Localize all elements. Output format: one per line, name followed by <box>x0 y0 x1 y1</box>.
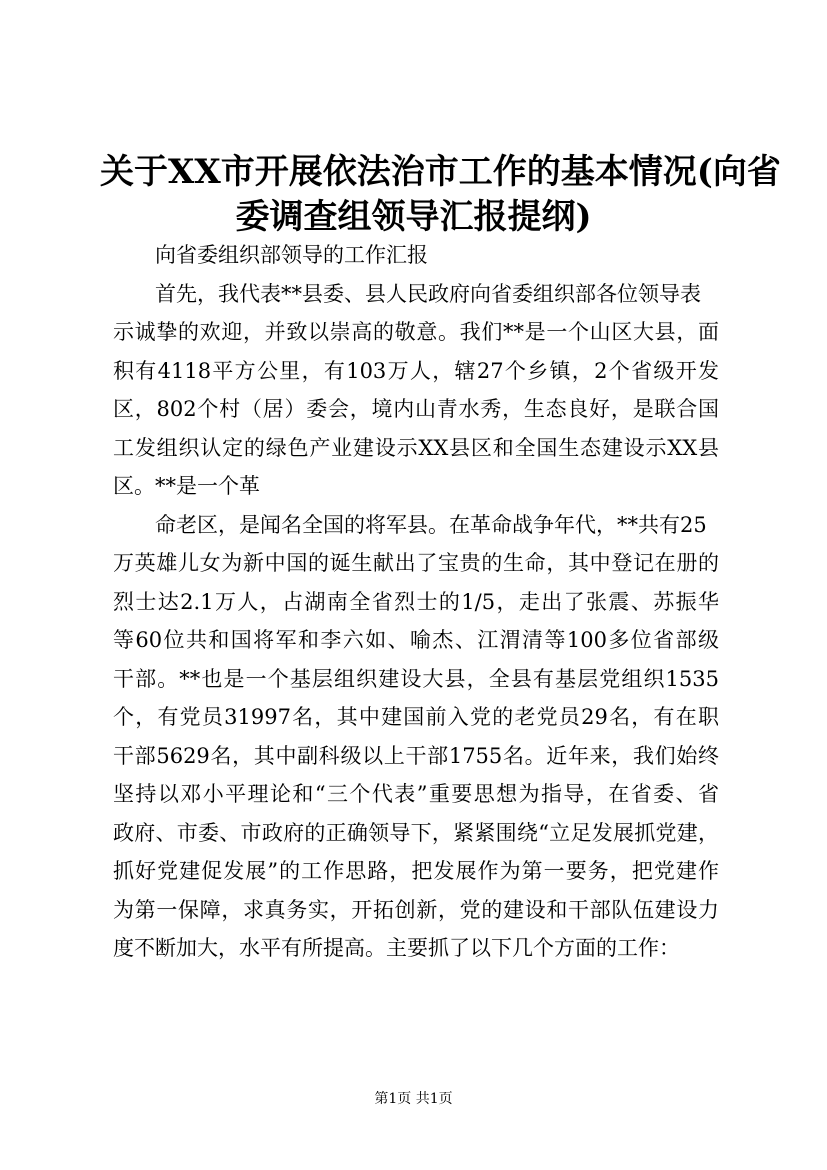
paragraph-1 <box>113 275 719 506</box>
text-line: 等60位共和国将军和李六如、喻杰、江渭清等100多位省部级 <box>113 628 719 652</box>
paragraph-2 <box>113 506 719 968</box>
text-line: 干部。**也是一个基层组织建设大县，全县有基层党组织1535 <box>113 666 719 691</box>
text-line: 干部5629名，其中副科级以上干部1755名。近年来，我们始终 <box>113 743 719 768</box>
document-title <box>100 150 781 240</box>
text-line: 个，有党员31997名，其中建国前入党的老党员29名，有在职 <box>113 705 719 729</box>
page-number-label: 第1页 共1页 <box>374 1091 453 1107</box>
text-line: 区。**是一个革 <box>113 474 260 498</box>
text-line: 积有4118平方公里，有103万人，辖27个乡镇，2个省级开发 <box>113 358 719 383</box>
text-line: 示诚挚的欢迎，并致以崇高的敬意。我们**是一个山区大县，面 <box>113 320 719 344</box>
text-line: 万英雄儿女为新中国的诞生献出了宝贵的生命，其中登记在册的 <box>113 551 719 575</box>
page-footer <box>0 1090 827 1108</box>
text-line: 首先，我代表**县委、县人民政府向省委组织部各位领导表 <box>155 281 701 306</box>
document-body <box>113 236 719 968</box>
text-line: 烈士达2.1万人，占湖南全省烈士的1/5，走出了张震、苏振华 <box>113 589 719 614</box>
text-line: 为第一保障，求真务实，开拓创新，党的建设和干部队伍建设力 <box>113 897 719 922</box>
title-line: 委调查组领导汇报提纲) <box>235 197 592 237</box>
text-line: 度不断加大，水平有所提高。主要抓了以下几个方面的工作： <box>113 936 680 960</box>
text-line: 政府、市委、市政府的正确领导下，紧紧围绕“立足发展抓党建， <box>113 820 719 845</box>
text-line: 工发组织认定的绿色产业建设示XX县区和全国生态建设示XX县 <box>113 435 719 460</box>
text-line: 坚持以邓小平理论和“三个代表”重要思想为指导，在省委、省 <box>113 782 719 806</box>
text-line: 区，802个村（居）委会，境内山青水秀，生态良好，是联合国 <box>113 397 719 421</box>
text-line: 抓好党建促发展”的工作思路，把发展作为第一要务，把党建作 <box>113 859 719 883</box>
subtitle: 向省委组织部领导的工作汇报 <box>155 243 428 267</box>
title-line: 关于XX市开展依法治市工作的基本情况(向省 <box>100 152 781 192</box>
text-line: 命老区，是闻名全国的将军县。在革命战争年代，**共有25 <box>155 512 707 537</box>
